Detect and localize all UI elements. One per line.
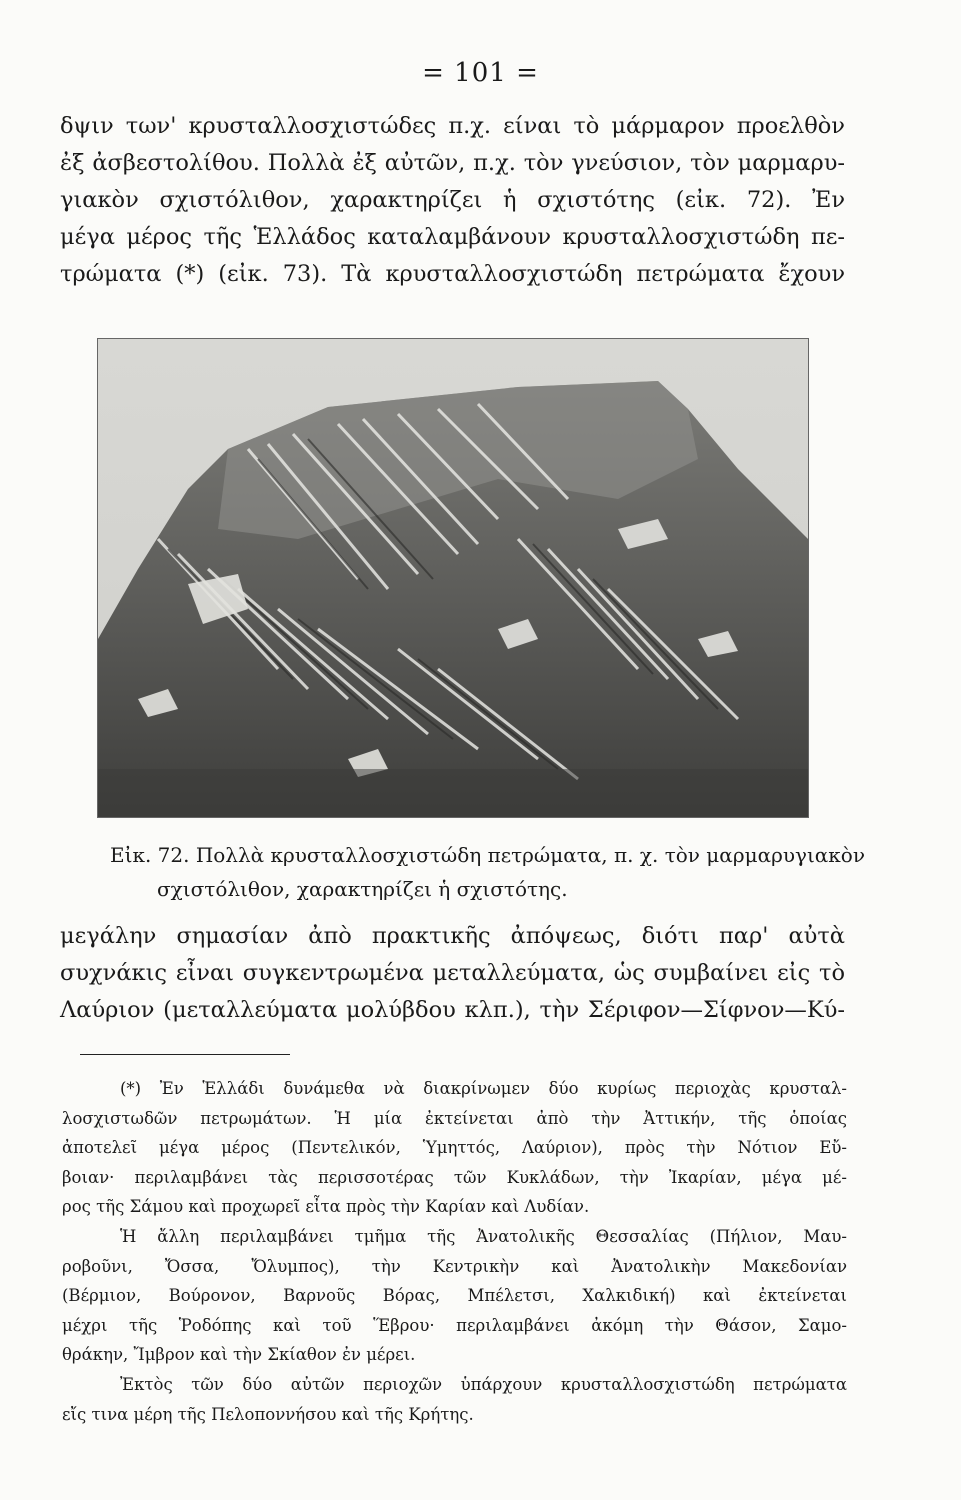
footnote-line: ἀποτελεῖ μέγα μέρος (Πεντελικόν, Ὑμηττός, Λαύριον), πρὸς τὴν Νότιον Εὔ- [62, 1138, 847, 1158]
paragraph-line: συχνάκις εἶναι συγκεντρωμένα μεταλλεύματα, ὡς συμβαίνει εἰς τὸ [60, 960, 845, 986]
paragraph-line: μεγάλην σημασίαν ἀπὸ πρακτικῆς ἀπόψεως, διότι παρ' αὐτὰ [60, 923, 845, 949]
top-paragraph [60, 108, 845, 293]
paragraph-line: Λαύριον (μεταλλεύματα μολύβδου κλπ.), τὴν Σέριφον—Σίφνον—Κύ- [60, 997, 845, 1023]
footnote-line: Ἡ ἄλλη περιλαμβάνει τμῆμα τῆς Ἀνατολικῆς Θεσσαλίας (Πήλιον, Μαυ- [120, 1226, 847, 1246]
footnote-block [62, 1074, 847, 1429]
caption-line: Εἰκ. 72. Πολλὰ κρυσταλλοσχιστώδη πετρώματα, π. χ. τὸν μαρμαρυγιακὸν [110, 843, 865, 867]
paragraph-line: μέγα μέρος τῆς Ἑλλάδος καταλαμβάνουν κρυσταλλοσχιστώδη πε- [60, 224, 845, 250]
paragraph-line: τρώματα (*) (εἰκ. 73). Τὰ κρυσταλλοσχιστώδη πετρώματα ἔχουν [60, 261, 845, 287]
footnote-line: ροβοῦνι, Ὄσσα, Ὄλυμπος), τὴν Κεντρικὴν καὶ Ἀνατολικὴν Μακεδονίαν [62, 1256, 847, 1276]
footnote-line: ρος τῆς Σάμου καὶ προχωρεῖ εἶτα πρὸς τὴν Καρίαν καὶ Λυδίαν. [62, 1197, 590, 1217]
footnote-line: μέχρι τῆς Ῥοδόπης καὶ τοῦ Ἕβρου· περιλαμβάνει ἀκόμη τὴν Θάσον, Σαμο- [62, 1315, 847, 1335]
paragraph-line: δψιν των' κρυσταλλοσχιστώδες π.χ. είναι τὸ μάρμαρον προελθὸν [60, 113, 845, 139]
paragraph-line: ἐξ ἀσβεστολίθου. Πολλὰ ἐξ αὐτῶν, π.χ. τὸν γνεύσιον, τὸν μαρμαρυ- [60, 150, 845, 176]
footnote-line: λοσχιστωδῶν πετρωμάτων. Ἡ μία ἐκτείνεται ἀπὸ τὴν Ἀττικήν, τῆς ὁποίας [62, 1108, 847, 1128]
footnote-line: βοιαν· περιλαμβάνει τὰς περισσοτέρας τῶν Κυκλάδων, τὴν Ἰκαρίαν, μέγα μέ- [62, 1167, 847, 1187]
footnote-line: Ἐκτὸς τῶν δύο αὐτῶν περιοχῶν ὑπάρχουν κρυσταλλοσχιστώδη πετρώματα [120, 1374, 847, 1394]
mountain-photograph [97, 338, 809, 818]
footnote-line: (*) Ἐν Ἑλλάδι δυνάμεθα νὰ διακρίνωμεν δύο κυρίως περιοχὰς κρυσταλ- [120, 1079, 847, 1098]
footnote-line: θράκην, Ἴμβρον καὶ τὴν Σκίαθον ἐν μέρει. [62, 1345, 416, 1365]
footnote-divider [80, 1054, 290, 1055]
footnote-line: (Βέρμιον, Βούρονον, Βαρνοῦς Βόρας, Μπέλετσι, Χαλκιδική) καὶ ἐκτείνεται [62, 1286, 847, 1306]
second-paragraph [60, 918, 845, 1029]
paragraph-line: γιακὸν σχιστόλιθον, χαρακτηρίζει ἡ σχιστότης (εἰκ. 72). Ἐν [60, 187, 845, 213]
page-number: = 101 = [422, 58, 539, 88]
footnote-line: εἴς τινα μέρη τῆς Πελοποννήσου καὶ τῆς Κρήτης. [62, 1404, 474, 1424]
figure-caption [110, 838, 865, 906]
schist-mountain-image [98, 339, 808, 817]
caption-line: σχιστόλιθον, χαρακτηρίζει ἡ σχιστότης. [157, 877, 568, 901]
